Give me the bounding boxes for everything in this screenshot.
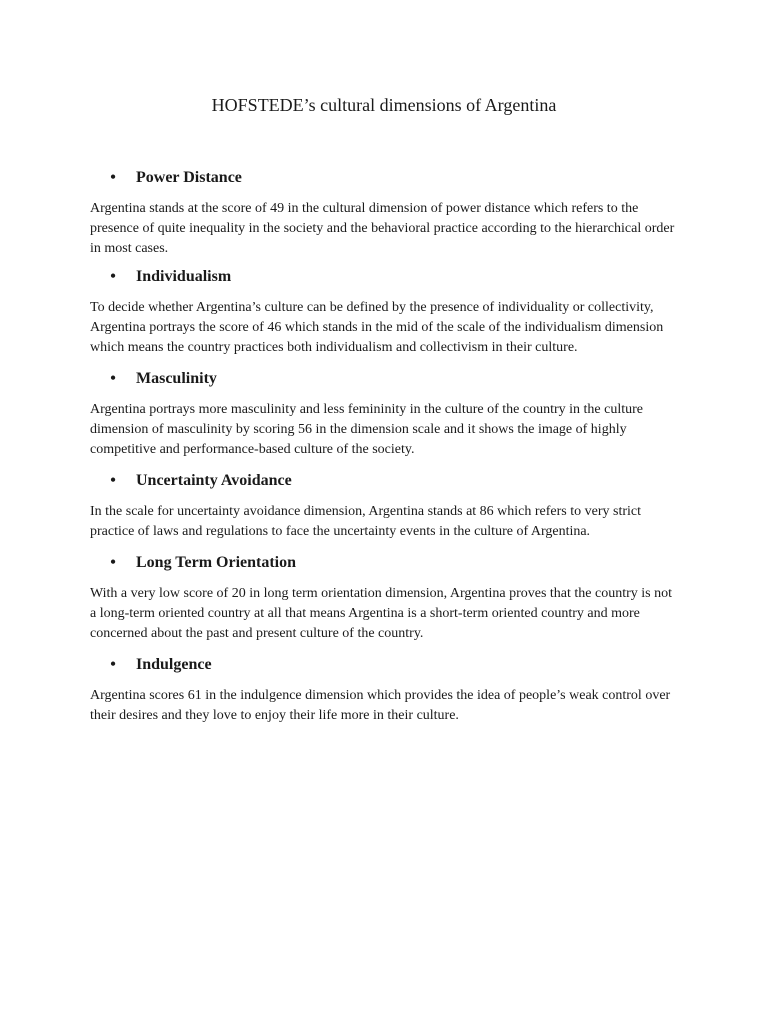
bullet-icon: •: [110, 169, 116, 186]
section-heading: [90, 166, 678, 190]
section-heading-label: Masculinity: [136, 370, 217, 387]
bullet-icon: •: [110, 370, 116, 387]
section-paragraph: Argentina portrays more masculinity and less femininity in the culture of the country in the culture dimension of masculinity by scoring 56 in the dimension scale and it shows the image of highly competitive and performance-based culture of the society.: [90, 402, 643, 457]
section-heading: [90, 551, 678, 575]
section-individualism: [90, 265, 678, 358]
section-paragraph: Argentina stands at the score of 49 in the cultural dimension of power distance which refers to the presence of quite inequality in the society and the behavioral practice according to the hierarchical order in most cases.: [90, 201, 675, 256]
bullet-icon: •: [110, 554, 116, 571]
section-paragraph: Argentina scores 61 in the indulgence dimension which provides the idea of people’s weak control over their desires and they love to enjoy their life more in their culture.: [90, 688, 671, 723]
section-heading: [90, 653, 678, 677]
section-heading-label: Indulgence: [136, 656, 212, 673]
section-heading: [90, 469, 678, 493]
section-indulgence: [90, 653, 678, 726]
section-power-distance: [90, 166, 678, 259]
section-uncertainty-avoidance: [90, 469, 678, 542]
section-paragraph: In the scale for uncertainty avoidance dimension, Argentina stands at 86 which refers to very strict practice of laws and regulations to face the uncertainty events in the culture of Argentina.: [90, 504, 642, 539]
section-paragraph: With a very low score of 20 in long term orientation dimension, Argentina proves that the country is not a long-term oriented country at all that means Argentina is a short-term oriented country and more concerned about the past and present culture of the country.: [90, 586, 673, 641]
document-body: [90, 166, 678, 735]
section-heading: [90, 265, 678, 289]
section-long-term-orientation: [90, 551, 678, 644]
section-heading-label: Long Term Orientation: [136, 554, 297, 571]
bullet-icon: •: [110, 472, 116, 489]
section-heading-label: Power Distance: [136, 169, 242, 186]
section-heading: [90, 367, 678, 391]
bullet-icon: •: [110, 268, 116, 285]
section-heading-label: Uncertainty Avoidance: [136, 472, 292, 489]
section-heading-label: Individualism: [136, 268, 232, 285]
section-paragraph: To decide whether Argentina’s culture can be defined by the presence of individuality or collectivity, Argentina portrays the score of 46 which stands in the mid of the scale of the individualism dimension which means the country practices both individualism and collectivism in their culture.: [90, 300, 664, 355]
bullet-icon: •: [110, 656, 116, 673]
document-title: HOFSTEDE’s cultural dimensions of Argentina: [211, 95, 557, 115]
section-masculinity: [90, 367, 678, 460]
